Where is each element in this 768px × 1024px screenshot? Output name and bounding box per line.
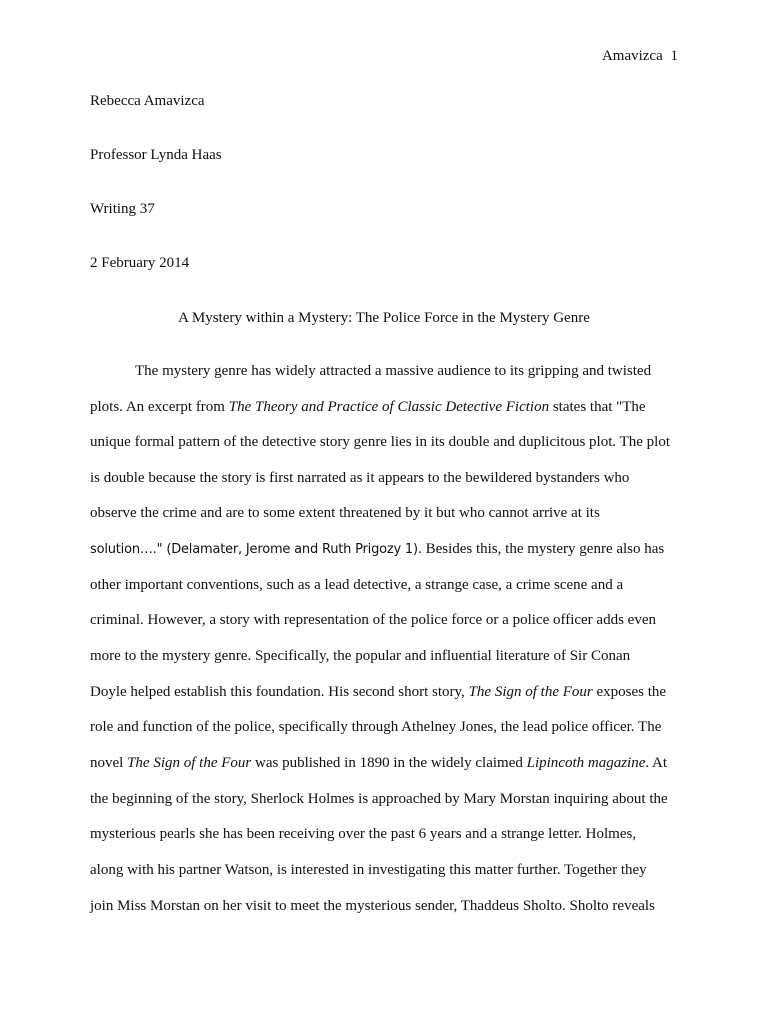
citation-text: solution…." (Delamater, Jerome and Ruth Prigozy 1). — [90, 542, 422, 557]
story-title: The Sign of the Four — [468, 684, 593, 700]
body-line: mysterious pearls she has been receiving over the past 6 years and a strange letter. Holmes, — [90, 826, 637, 842]
story-title: The Sign of the Four — [127, 755, 252, 771]
header-surname: Amavizca — [601, 48, 663, 64]
body-line: more to the mystery genre. Specifically, the popular and influential literature of Sir Conan — [90, 648, 631, 664]
running-header — [602, 47, 678, 65]
body-line — [90, 754, 680, 772]
body-line: is double because the story is first narrated as it appears to the bewildered bystanders who — [90, 470, 630, 486]
body-line — [90, 540, 680, 559]
author-name: Rebecca Amavizca — [90, 93, 205, 109]
course-name: Writing 37 — [90, 201, 155, 217]
body-line: along with his partner Watson, is interested in investigating this matter further. Together they — [90, 862, 647, 878]
body-line: join Miss Morstan on her visit to meet the mysterious sender, Thaddeus Sholto. Sholto reveals — [90, 898, 655, 914]
body-line: role and function of the police, specifically through Athelney Jones, the lead police officer. The — [90, 719, 662, 735]
body-text: . At — [645, 755, 668, 771]
body-line: the beginning of the story, Sherlock Holmes is approached by Mary Morstan inquiring about the — [90, 791, 668, 807]
body-line: other important conventions, such as a lead detective, a strange case, a crime scene and a — [90, 577, 624, 593]
body-line: The mystery genre has widely attracted a massive audience to its gripping and twisted — [135, 363, 652, 379]
instructor-name: Professor Lynda Haas — [90, 147, 222, 163]
body-text: exposes the — [592, 684, 667, 700]
body-line: observe the crime and are to some extent threatened by it but who cannot arrive at its — [90, 505, 600, 521]
body-text: states that "The — [549, 399, 646, 415]
body-line: unique formal pattern of the detective story genre lies in its double and duplicitous plot. The plot — [90, 434, 671, 450]
body-line — [90, 398, 680, 416]
cited-book-title: The Theory and Practice of Classic Detective Fiction — [228, 399, 550, 415]
essay-title: A Mystery within a Mystery: The Police Force in the Mystery Genre — [178, 310, 590, 326]
body-text: novel — [90, 755, 128, 771]
submission-date: 2 February 2014 — [90, 255, 190, 271]
body-text: plots. An excerpt from — [90, 399, 229, 415]
page-number: 1 — [670, 48, 678, 64]
body-text: was published in 1890 in the widely claimed — [251, 755, 527, 771]
body-line — [90, 683, 680, 701]
body-text: Doyle helped establish this foundation. His second short story, — [90, 684, 469, 700]
body-line: criminal. However, a story with representation of the police force or a police officer adds even — [90, 612, 656, 628]
body-text: Besides this, the mystery genre also has — [421, 541, 665, 557]
magazine-title: Lipincoth magazine — [526, 755, 646, 771]
